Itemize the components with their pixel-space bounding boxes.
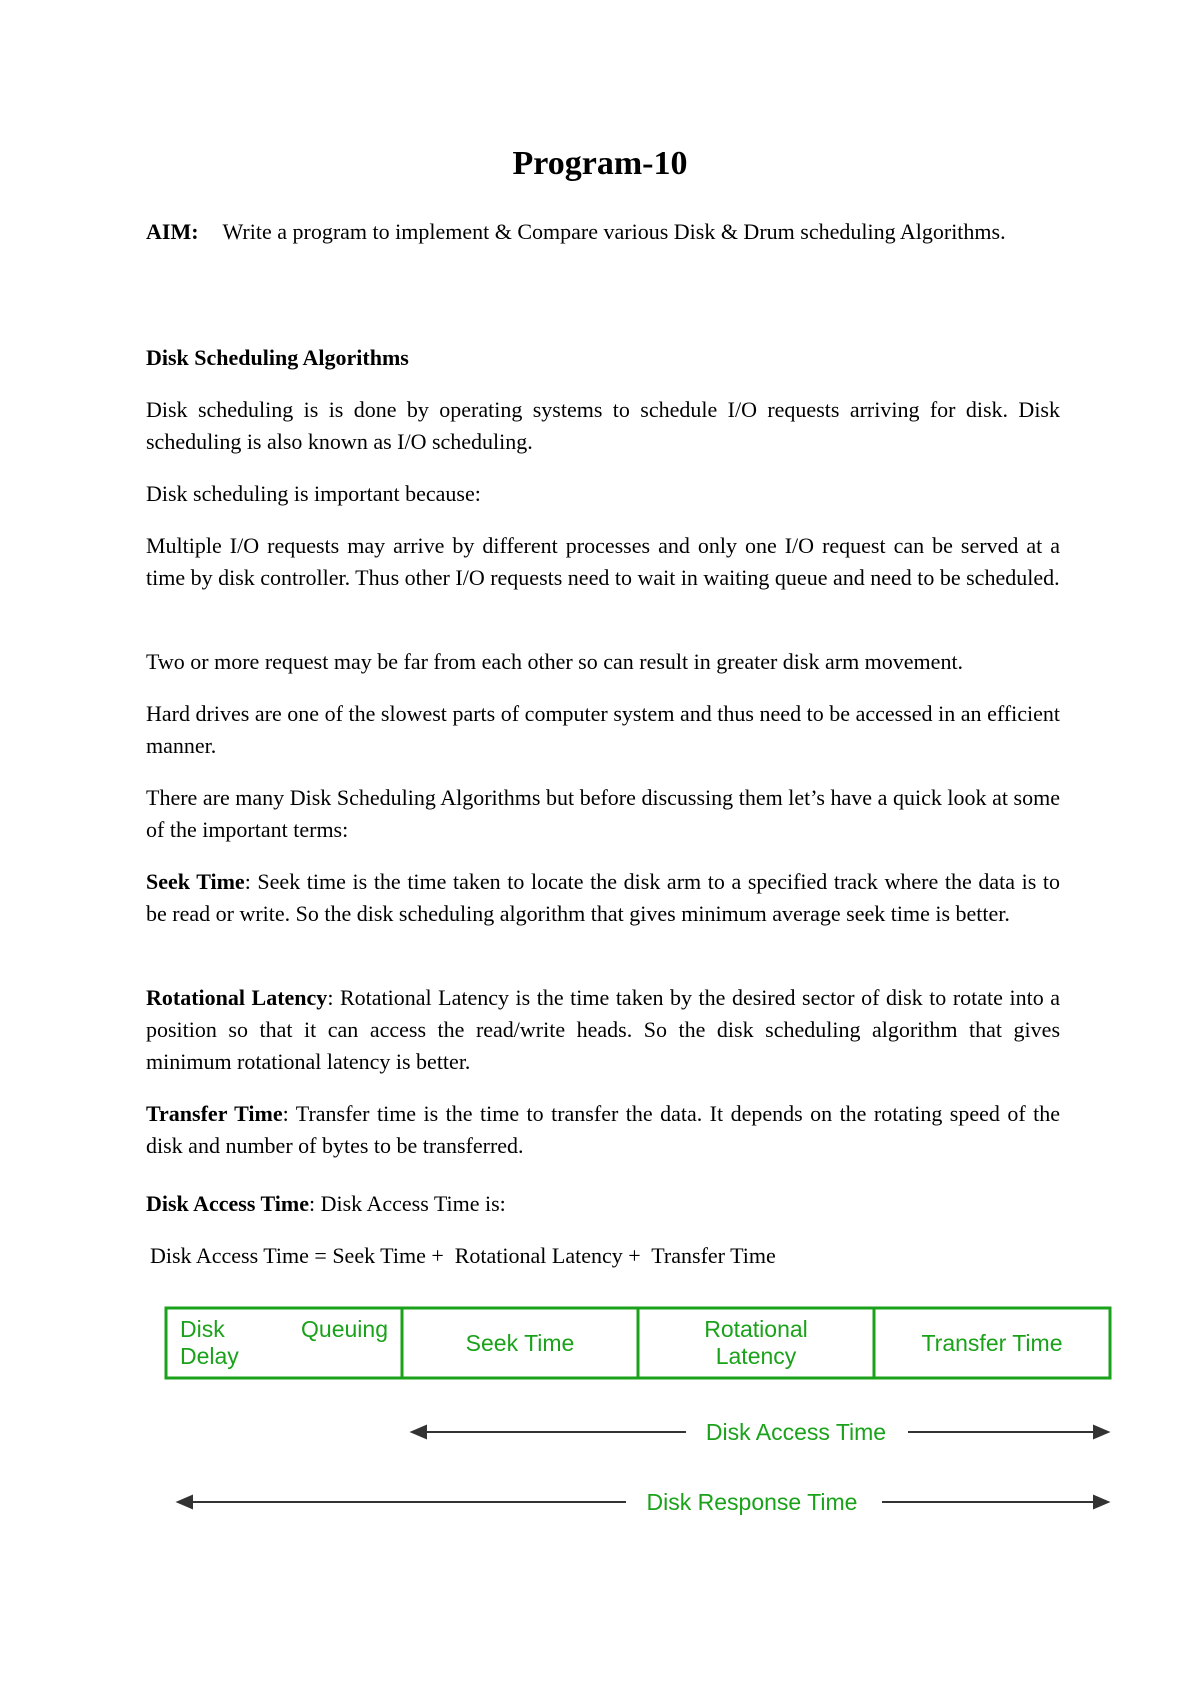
term-definition: : Rotational Latency is the time taken by the desired sector of disk to rotate into a position so that it can access the read/write heads. So the disk scheduling algorithm that gives minimum rotational latency is better. xyxy=(146,985,1060,1074)
aim-text: Write a program to implement & Compare various Disk & Drum scheduling Algorithms. xyxy=(222,219,1006,244)
box-label-seek-time: Seek Time xyxy=(465,1330,575,1356)
term-label: Rotational Latency xyxy=(146,985,328,1010)
box-label-latency: Latency xyxy=(715,1343,797,1369)
term-rotational-latency xyxy=(146,982,1060,1078)
box-label-rotational: Rotational xyxy=(704,1316,808,1342)
section-heading: Disk Scheduling Algorithms xyxy=(146,345,409,370)
term-definition: : Disk Access Time is: xyxy=(308,1191,506,1216)
aim-statement xyxy=(146,218,1060,246)
term-label: Disk Access Time xyxy=(146,1191,309,1216)
aim-label: AIM: xyxy=(146,219,199,244)
term-seek-time xyxy=(146,866,1060,930)
box-transfer-time xyxy=(874,1308,1110,1378)
box-seek-time xyxy=(402,1308,638,1378)
box-rotational-latency xyxy=(638,1308,874,1378)
paragraph-3: Multiple I/O requests may arrive by different processes and only one I/O request can be served at a time by disk controller. Thus other I/O requests need to wait in waiting queue and need to be scheduled. xyxy=(146,533,1060,590)
box-disk-queuing-delay xyxy=(166,1308,402,1378)
paragraph-1: Disk scheduling is is done by operating systems to schedule I/O requests arriving for disk. Disk scheduling is also known as I/O scheduling. xyxy=(146,397,1060,454)
term-transfer-time xyxy=(146,1098,1060,1162)
box-label-disk: Disk xyxy=(180,1316,225,1342)
term-definition: : Seek time is the time taken to locate the disk arm to a specified track where the data is to be read or write. So the disk scheduling algorithm that gives minimum average seek time is better. xyxy=(146,869,1060,926)
box-label-queuing: Queuing xyxy=(301,1316,388,1342)
paragraph-5: Hard drives are one of the slowest parts of computer system and thus need to be accessed in an efficient manner. xyxy=(146,701,1060,758)
box-label-transfer-time: Transfer Time xyxy=(921,1330,1063,1356)
access-time-formula: Disk Access Time = Seek Time + Rotational Latency + Transfer Time xyxy=(150,1243,776,1268)
disk-response-time-label: Disk Response Time xyxy=(646,1489,858,1515)
term-disk-access-time xyxy=(146,1188,1060,1220)
term-label: Seek Time xyxy=(146,869,245,894)
term-definition: : Transfer time is the time to transfer the data. It depends on the rotating speed of the disk and number of bytes to be transferred. xyxy=(146,1101,1060,1158)
diagram-boxes xyxy=(166,1308,1110,1378)
paragraph-2: Disk scheduling is important because: xyxy=(146,481,481,506)
term-label: Transfer Time xyxy=(146,1101,283,1126)
box-label-delay: Delay xyxy=(180,1343,239,1369)
page-title: Program-10 xyxy=(512,145,688,182)
response-time-arrow xyxy=(178,1496,1108,1508)
paragraph-6: There are many Disk Scheduling Algorithms but before discussing them let’s have a quick look at some of the important terms: xyxy=(146,785,1060,842)
access-time-arrow xyxy=(412,1426,1108,1438)
disk-access-time-label: Disk Access Time xyxy=(705,1419,887,1445)
paragraph-4: Two or more request may be far from each other so can result in greater disk arm movement. xyxy=(146,649,964,674)
